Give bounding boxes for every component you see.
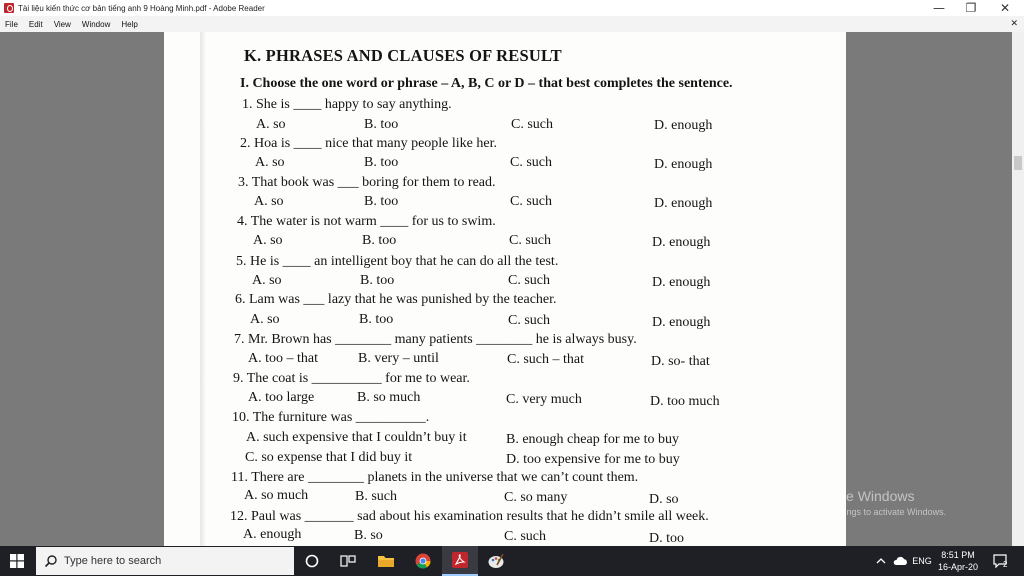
option-c: C. such – that — [507, 352, 584, 367]
search-placeholder: Type here to search — [64, 555, 162, 567]
activate-windows-title: Activate Windows — [804, 488, 915, 504]
close-document-button[interactable]: ✕ — [1010, 19, 1018, 29]
vertical-scrollbar[interactable] — [1012, 32, 1024, 546]
chrome-icon[interactable] — [405, 546, 441, 576]
option-d: D. too — [649, 531, 684, 546]
option-a: A. enough — [243, 527, 302, 542]
maximize-button[interactable]: ❐ — [965, 1, 977, 15]
option-c: C. such — [509, 233, 551, 248]
option-b: B. too — [364, 194, 399, 209]
menu-edit[interactable]: Edit — [28, 19, 43, 29]
paint-app-icon[interactable] — [478, 546, 514, 576]
option-a: A. so — [252, 273, 282, 288]
option-b: B. very – until — [358, 351, 439, 366]
question: 9. The coat is __________ for me to wear. — [233, 371, 470, 386]
option-a: A. so — [250, 312, 280, 327]
option-d: D. enough — [654, 196, 713, 211]
menu-file[interactable]: File — [5, 19, 18, 29]
activate-windows-subtitle: Go to Settings to activate Windows. — [804, 507, 947, 517]
page-binding-shadow — [200, 32, 206, 546]
option-d: D. enough — [654, 157, 713, 172]
option-d: D. enough — [652, 275, 711, 290]
option-d: D. enough — [654, 118, 713, 133]
menu-view[interactable]: View — [53, 19, 71, 29]
clock-date: 16-Apr-20 — [937, 562, 979, 572]
system-clock[interactable] — [934, 549, 982, 573]
pdf-page — [164, 32, 846, 546]
option-d: D. enough — [652, 235, 711, 250]
option-b: B. enough cheap for me to buy — [506, 432, 680, 447]
option-a: A. so — [255, 155, 285, 170]
windows-logo-icon — [10, 554, 24, 568]
question: 7. Mr. Brown has ________ many patients ________ he is always busy. — [234, 332, 637, 347]
option-c: C. such — [508, 313, 550, 328]
taskbar — [0, 546, 1024, 576]
menu-bar — [0, 16, 1024, 32]
cortana-icon[interactable] — [294, 546, 330, 576]
option-a: A. so — [256, 117, 286, 132]
exercise-instruction: I. Choose the one word or phrase – A, B, C or D – that best completes the sentence. — [240, 76, 733, 91]
option-c: C. such — [508, 273, 550, 288]
notification-center-button[interactable] — [988, 546, 1014, 576]
question: 3. That book was ___ boring for them to read. — [238, 175, 496, 190]
option-a: A. so — [253, 233, 283, 248]
notification-count: 2 — [1003, 560, 1008, 569]
scrollbar-thumb[interactable] — [1014, 156, 1022, 170]
option-a: A. such expensive that I couldn’t buy it — [246, 430, 467, 445]
option-c: C. such — [511, 117, 553, 132]
option-d: D. too expensive for me to buy — [506, 452, 680, 467]
cloud-icon[interactable] — [890, 546, 910, 576]
menu-help[interactable]: Help — [121, 19, 138, 29]
task-view-icon[interactable] — [330, 546, 366, 576]
section-heading: K. PHRASES AND CLAUSES OF RESULT — [244, 46, 562, 65]
start-button[interactable] — [0, 546, 34, 576]
option-a: A. so much — [244, 488, 309, 503]
option-a: A. too large — [248, 390, 315, 405]
adobe-reader-taskbar-icon[interactable] — [442, 546, 478, 576]
chevron-up-icon[interactable] — [874, 546, 888, 576]
document-viewport[interactable] — [0, 32, 1012, 546]
option-d: D. so — [649, 492, 679, 507]
option-b: B. too — [364, 155, 399, 170]
question: 12. Paul was _______ sad about his examination results that he didn’t smile all week. — [230, 509, 709, 524]
taskbar-search[interactable] — [36, 547, 294, 575]
option-b: B. too — [359, 312, 394, 327]
option-c: C. very much — [506, 392, 582, 407]
option-c: C. such — [510, 194, 552, 209]
adobe-reader-icon — [4, 3, 14, 13]
option-b: B. such — [355, 489, 397, 504]
option-c: C. such — [510, 155, 552, 170]
close-button[interactable]: ✕ — [999, 1, 1011, 15]
minimize-button[interactable]: — — [933, 1, 945, 15]
option-b: B. too — [364, 117, 399, 132]
option-a: A. too – that — [248, 351, 318, 366]
question: 1. She is ____ happy to say anything. — [242, 97, 452, 112]
question: 10. The furniture was __________. — [232, 410, 430, 425]
menu-window[interactable]: Window — [81, 19, 111, 29]
question: 11. There are ________ planets in the universe that we can’t count them. — [231, 470, 639, 485]
question: 4. The water is not warm ____ for us to swim. — [237, 214, 496, 229]
window-title: Tài liệu kiến thức cơ bản tiếng anh 9 Hoàng Minh.pdf - Adobe Reader — [18, 3, 265, 13]
option-d: D. enough — [652, 315, 711, 330]
option-b: B. too — [362, 233, 397, 248]
option-c: C. so expense that I did buy it — [245, 450, 413, 465]
title-bar — [0, 0, 1024, 16]
option-d: D. so- that — [651, 354, 710, 369]
option-b: B. so much — [357, 390, 421, 405]
clock-time: 8:51 PM — [941, 550, 975, 560]
option-b: B. too — [360, 273, 395, 288]
question: 2. Hoa is ____ nice that many people like her. — [240, 136, 497, 151]
question: 6. Lam was ___ lazy that he was punished by the teacher. — [235, 292, 557, 307]
option-d: D. too much — [650, 394, 720, 409]
option-c: C. such — [504, 529, 546, 544]
option-b: B. so — [354, 528, 383, 543]
search-icon — [44, 554, 58, 568]
language-indicator[interactable]: ENG — [912, 556, 932, 566]
file-explorer-icon[interactable] — [368, 546, 404, 576]
option-a: A. so — [254, 194, 284, 209]
question: 5. He is ____ an intelligent boy that he can do all the test. — [236, 254, 559, 269]
option-c: C. so many — [504, 490, 568, 505]
